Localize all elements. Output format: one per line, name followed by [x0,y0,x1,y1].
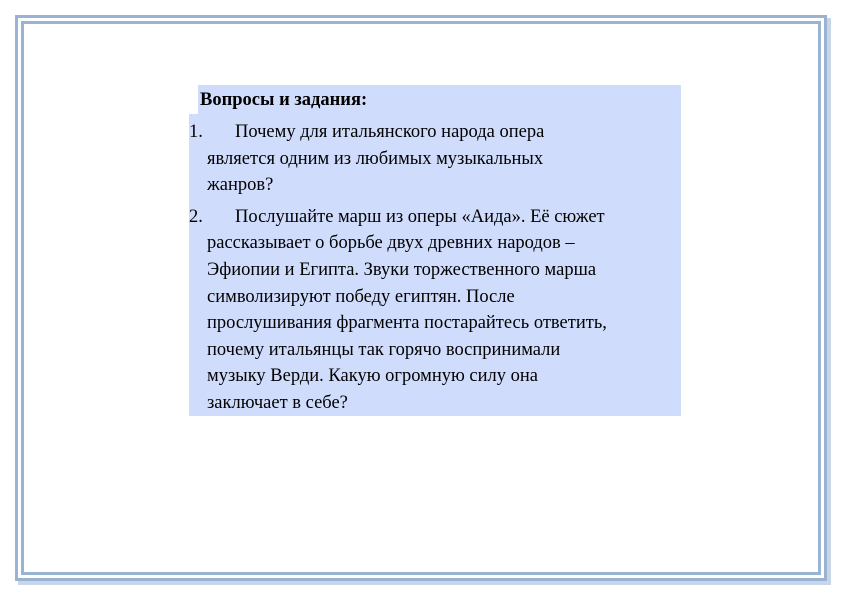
question-text-line: прослушивания фрагмента постарайтесь ответить, [207,313,607,334]
question-text-line: является одним из любимых музыкальных [207,148,544,169]
question-item [189,204,681,417]
frame-shadow-bottom [18,581,831,585]
question-text-line: Эфиопии и Египта. Звуки торжественного марша [207,259,597,280]
question-text-line: рассказывает о борьбе двух древних народов – [207,233,575,254]
question-number: 2. [189,206,203,227]
question-text-line: Послушайте марш из оперы «Аида». Её сюжет [235,206,605,227]
question-text-line: жанров? [207,175,274,196]
question-text-line: музыку Верди. Какую огромную силу она [207,366,539,387]
question-text-line: Почему для итальянского народа опера [235,122,545,142]
question-text-line: заключает в себе? [207,392,348,413]
question-text-line: почему итальянцы так горячо воспринимали [207,339,561,360]
question-number: 1. [189,122,203,142]
section-heading: Вопросы и задания: [200,90,368,110]
question-text-line: символизируют победу египтян. После [207,286,515,307]
questions-block [189,85,681,416]
frame-shadow-right [827,18,831,584]
question-item [189,119,681,199]
questions-list [189,119,681,422]
